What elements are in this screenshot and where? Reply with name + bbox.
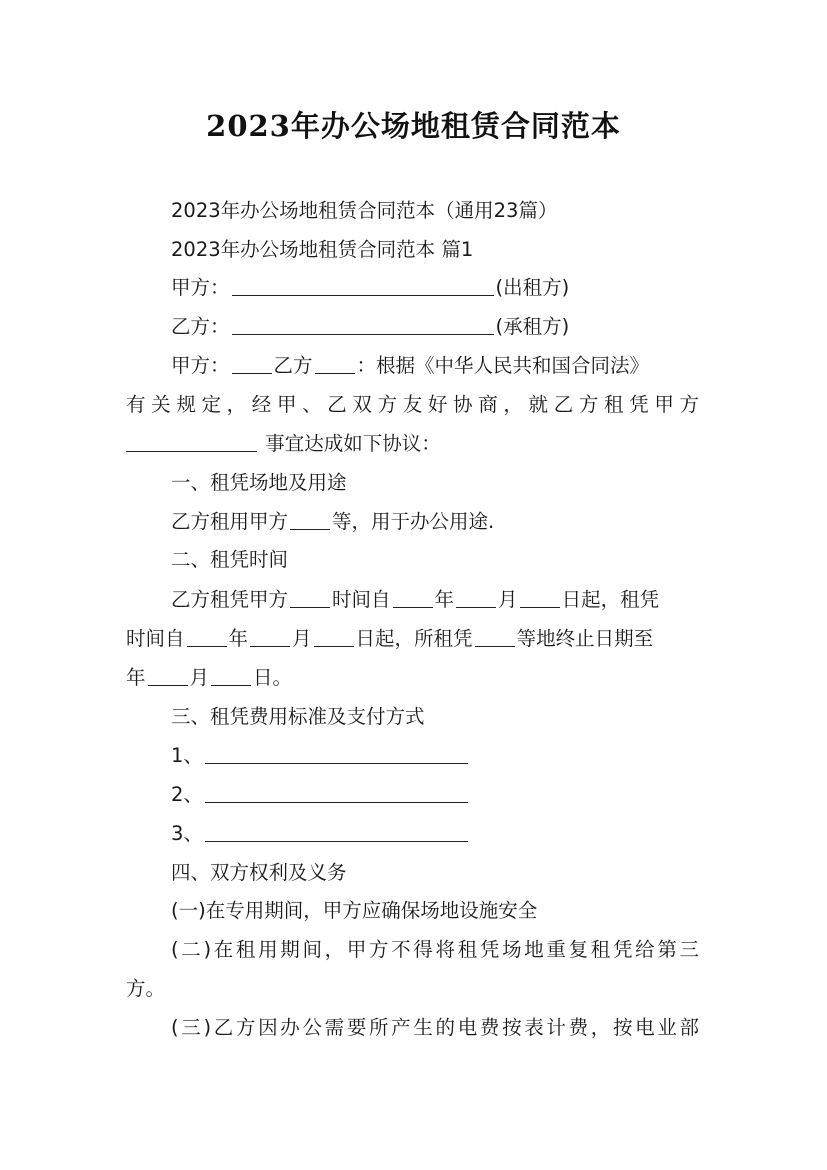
party-a-line <box>171 273 569 303</box>
section-4-item-1: (一)在专用期间，甲方应确保场地设施安全 <box>171 899 538 922</box>
party-b-line <box>171 312 569 342</box>
section-text: 月 <box>189 666 210 689</box>
collection-title: 2023年办公场地租赁合同范本（通用23篇） <box>171 199 558 222</box>
preamble-text: ：根据《中华人民共和国合同法》 <box>356 354 650 377</box>
section-3-item-2 <box>171 780 470 810</box>
blank <box>456 587 496 608</box>
section-text: 日起，所租凭 <box>355 627 473 650</box>
section-text: 日。 <box>253 666 293 689</box>
section-text: 乙方租用甲方 <box>171 510 289 533</box>
section-1-heading: 一、租凭场地及用途 <box>171 471 347 494</box>
section-2-line-1 <box>171 585 659 615</box>
party-a-blank <box>232 275 494 296</box>
blank <box>475 626 515 647</box>
preamble-text: 乙方 <box>273 354 313 377</box>
item-number: 1、 <box>171 744 203 767</box>
section-text: 等，用于办公用途. <box>332 510 495 533</box>
section-text: 日起，租凭 <box>561 588 660 611</box>
blank <box>290 587 330 608</box>
item-number: 2、 <box>171 783 203 806</box>
article-title: 2023年办公场地租赁合同范本 篇1 <box>171 238 474 261</box>
blank <box>187 626 227 647</box>
section-3-item-1 <box>171 741 470 771</box>
section-4-item-2-line-2: 方。 <box>126 977 166 1000</box>
blank <box>205 782 468 803</box>
blank <box>205 821 468 842</box>
section-text: 乙方租凭甲方 <box>171 588 289 611</box>
preamble-line-3 <box>126 429 441 459</box>
blank <box>520 587 560 608</box>
section-4-heading: 四、双方权利及义务 <box>171 861 347 884</box>
blank <box>290 509 330 530</box>
preamble-text: 事宜达成如下协议： <box>265 432 441 455</box>
section-text: 等地终止日期至 <box>516 627 654 650</box>
section-text: 时间自 <box>126 627 185 650</box>
section-text: 时间自 <box>332 588 391 611</box>
blank <box>126 431 257 452</box>
section-4-item-2-line-1: (二)在租用期间，甲方不得将租凭场地重复租凭给第三 <box>171 938 699 961</box>
section-2-line-2 <box>126 624 653 654</box>
section-3-heading: 三、租凭费用标准及支付方式 <box>171 705 425 728</box>
section-text: 年 <box>228 627 249 650</box>
party-a-role: (出租方) <box>495 276 570 299</box>
blank <box>148 665 188 686</box>
section-1-text <box>171 507 494 537</box>
party-b-blank <box>232 314 494 335</box>
blank <box>315 353 355 374</box>
blank <box>205 743 468 764</box>
section-text: 年 <box>126 666 146 689</box>
blank <box>393 587 433 608</box>
section-text: 年 <box>434 588 455 611</box>
section-text: 月 <box>292 627 312 650</box>
document-title: 2023年办公场地租赁合同范本 <box>206 109 621 143</box>
preamble-line-1 <box>171 351 649 381</box>
blank <box>211 665 251 686</box>
blank <box>314 626 354 647</box>
section-2-line-3 <box>126 663 292 693</box>
section-2-heading: 二、租凭时间 <box>171 548 289 571</box>
party-b-label: 乙方： <box>171 315 230 338</box>
blank <box>232 353 272 374</box>
preamble-text: 甲方： <box>171 354 230 377</box>
section-3-item-3 <box>171 819 470 849</box>
section-text: 月 <box>498 588 518 611</box>
preamble-line-2: 有关规定，经甲、乙双方友好协商，就乙方租凭甲方 <box>126 393 699 416</box>
item-number: 3、 <box>171 822 203 845</box>
party-a-label: 甲方： <box>171 276 230 299</box>
section-4-item-3-line-1: (三)乙方因办公需要所产生的电费按表计费，按电业部 <box>171 1016 699 1039</box>
party-b-role: (承租方) <box>495 315 570 338</box>
blank <box>250 626 290 647</box>
